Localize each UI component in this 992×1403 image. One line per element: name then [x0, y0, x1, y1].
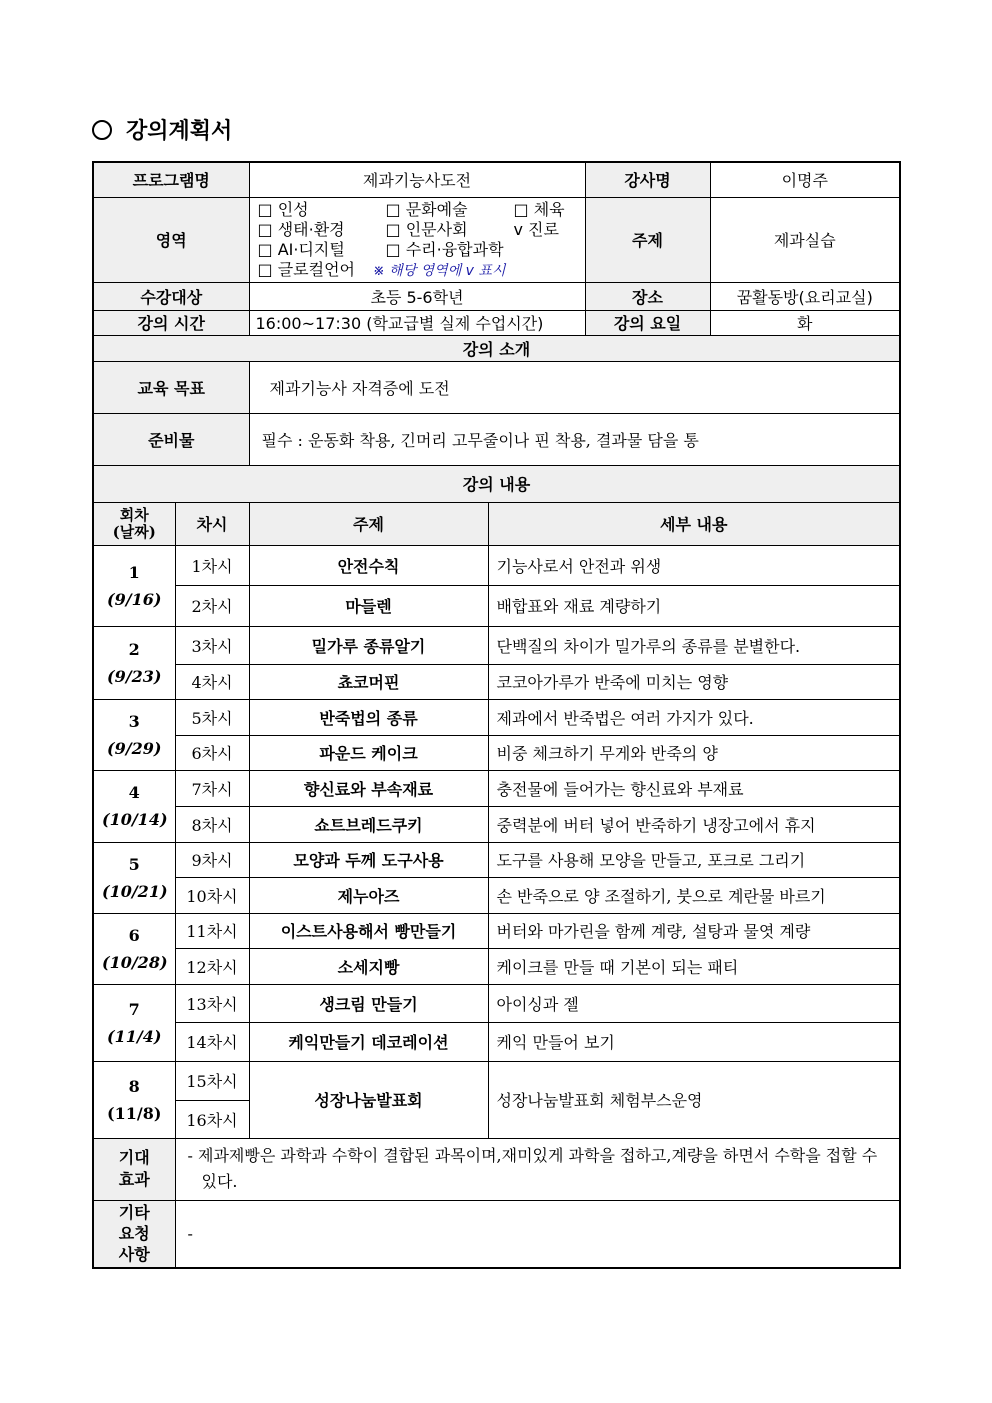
session-cell: 8 (11/8): [93, 1061, 175, 1138]
page-title-text: 강의계획서: [126, 118, 233, 144]
col-header-detail: 세부 내용: [488, 502, 900, 545]
topic-cell: 제누아즈: [249, 877, 488, 913]
table-row: [93, 1061, 900, 1100]
place-label: 장소: [585, 282, 710, 310]
period-cell: 14차시: [175, 1022, 249, 1061]
goal-label: 교육 목표: [93, 361, 249, 413]
table-row: [93, 664, 900, 699]
topic-cell: 케익만들기 데코레이션: [249, 1022, 488, 1061]
period-cell: 12차시: [175, 948, 249, 984]
topic-cell: 마들렌: [249, 585, 488, 626]
detail-cell: 아이싱과 젤: [488, 984, 900, 1022]
table-row: [93, 913, 900, 948]
detail-cell: 성장나눔발표회 체험부스운영: [488, 1061, 900, 1138]
period-cell: 3차시: [175, 626, 249, 664]
area-option: □ 생태·환경: [257, 219, 345, 239]
col-header-topic: 주제: [249, 502, 488, 545]
topic-cell: 성장나눔발표회: [249, 1061, 488, 1138]
detail-cell: 손 반죽으로 양 조절하기, 붓으로 계란물 바르기: [488, 877, 900, 913]
session-cell: 2 (9/23): [93, 626, 175, 699]
detail-cell: 제과에서 반죽법은 여러 가지가 있다.: [488, 699, 900, 735]
table-row: [93, 1022, 900, 1061]
detail-cell: 단백질의 차이가 밀가루의 종류를 분별한다.: [488, 626, 900, 664]
program-name-label: 프로그램명: [93, 162, 249, 197]
period-cell: 5차시: [175, 699, 249, 735]
session-cell: 7 (11/4): [93, 984, 175, 1061]
col-header-period: 차시: [175, 502, 249, 545]
area-option: □ 문화예술: [385, 199, 468, 219]
program-name-value: 제과기능사도전: [249, 162, 585, 197]
period-cell: 8차시: [175, 806, 249, 842]
target-label: 수강대상: [93, 282, 249, 310]
topic-cell: 이스트사용해서 빵만들기: [249, 913, 488, 948]
area-option-checked: v 진로: [513, 219, 559, 239]
topic-cell: 안전수칙: [249, 545, 488, 585]
topic-cell: 파운드 케이크: [249, 735, 488, 770]
time-value: 16:00~17:30 (학교급별 실제 수업시간): [249, 310, 585, 335]
detail-cell: 코코아가루가 반죽에 미치는 영향: [488, 664, 900, 699]
session-cell: 4 (10/14): [93, 770, 175, 842]
goal-value: 제과기능사 자격증에 도전: [249, 361, 900, 413]
time-label: 강의 시간: [93, 310, 249, 335]
supplies-label: 준비물: [93, 413, 249, 465]
circle-bullet-icon: [92, 120, 112, 140]
detail-cell: 비중 체크하기 무게와 반죽의 양: [488, 735, 900, 770]
topic-cell: 모양과 두께 도구사용: [249, 842, 488, 877]
detail-cell: 배합표와 재료 계량하기: [488, 585, 900, 626]
other-label: 기타 요청 사항: [93, 1200, 175, 1268]
table-row: [93, 842, 900, 877]
topic-cell: 쵸코머핀: [249, 664, 488, 699]
period-cell: 2차시: [175, 585, 249, 626]
col-header-session: 회차 (날짜): [93, 502, 175, 545]
other-value: -: [175, 1200, 900, 1268]
topic-cell: 소세지빵: [249, 948, 488, 984]
table-row: [93, 806, 900, 842]
day-value: 화: [710, 310, 900, 335]
topic-cell: 향신료와 부속재료: [249, 770, 488, 806]
period-cell: 6차시: [175, 735, 249, 770]
topic-cell: 생크림 만들기: [249, 984, 488, 1022]
period-cell: 1차시: [175, 545, 249, 585]
content-section-header: 강의 내용: [93, 465, 900, 502]
session-cell: 5 (10/21): [93, 842, 175, 913]
period-cell: 16차시: [175, 1100, 249, 1138]
intro-section-header: 강의 소개: [93, 335, 900, 361]
detail-cell: 중력분에 버터 넣어 반죽하기 냉장고에서 휴지: [488, 806, 900, 842]
period-cell: 4차시: [175, 664, 249, 699]
period-cell: 11차시: [175, 913, 249, 948]
subject-label: 주제: [585, 197, 710, 282]
day-label: 강의 요일: [585, 310, 710, 335]
topic-cell: 쇼트브레드쿠키: [249, 806, 488, 842]
area-option: □ AI·디지털: [257, 239, 345, 259]
area-option: □ 글로컬언어: [257, 259, 355, 279]
table-row: [93, 770, 900, 806]
instructor-value: 이명주: [710, 162, 900, 197]
period-cell: 10차시: [175, 877, 249, 913]
target-value: 초등 5-6학년: [249, 282, 585, 310]
effect-value: - 제과제빵은 과학과 수학이 결합된 과목이며,재미있게 과학을 접하고,계량을 하면서 수학을 접할 수 있다.: [175, 1138, 900, 1200]
area-option: □ 체육: [513, 199, 565, 219]
topic-cell: 반죽법의 종류: [249, 699, 488, 735]
subject-value: 제과실습: [710, 197, 900, 282]
period-cell: 13차시: [175, 984, 249, 1022]
detail-cell: 케익 만들어 보기: [488, 1022, 900, 1061]
period-cell: 9차시: [175, 842, 249, 877]
table-row: [93, 699, 900, 735]
period-cell: 15차시: [175, 1061, 249, 1100]
table-row: [93, 735, 900, 770]
place-value: 꿈활동방(요리교실): [710, 282, 900, 310]
session-cell: 3 (9/29): [93, 699, 175, 770]
area-option: □ 인문사회: [385, 219, 468, 239]
table-row: [93, 585, 900, 626]
area-option: □ 인성: [257, 199, 309, 219]
area-option: □ 수리·융합과학: [385, 239, 504, 259]
detail-cell: 버터와 마가린을 함께 계량, 설탕과 물엿 계량: [488, 913, 900, 948]
period-cell: 7차시: [175, 770, 249, 806]
session-cell: 1 (9/16): [93, 545, 175, 626]
page-title: [92, 114, 232, 145]
detail-cell: 충전물에 들어가는 향신료와 부재료: [488, 770, 900, 806]
table-row: [93, 626, 900, 664]
effect-label: 기대 효과: [93, 1138, 175, 1200]
detail-cell: 케이크를 만들 때 기본이 되는 패티: [488, 948, 900, 984]
area-checklist: [249, 197, 585, 282]
table-row: [93, 984, 900, 1022]
table-row: [93, 545, 900, 585]
lecture-plan-table: [92, 161, 901, 1269]
instructor-label: 강사명: [585, 162, 710, 197]
topic-cell: 밀가루 종류알기: [249, 626, 488, 664]
supplies-value: 필수 : 운동화 착용, 긴머리 고무줄이나 핀 착용, 결과물 담을 통: [249, 413, 900, 465]
detail-cell: 기능사로서 안전과 위생: [488, 545, 900, 585]
area-note: ※ 해당 영역에 v 표시: [372, 262, 506, 279]
table-row: [93, 948, 900, 984]
table-row: [93, 877, 900, 913]
session-cell: 6 (10/28): [93, 913, 175, 984]
detail-cell: 도구를 사용해 모양을 만들고, 포크로 그리기: [488, 842, 900, 877]
area-label: 영역: [93, 197, 249, 282]
